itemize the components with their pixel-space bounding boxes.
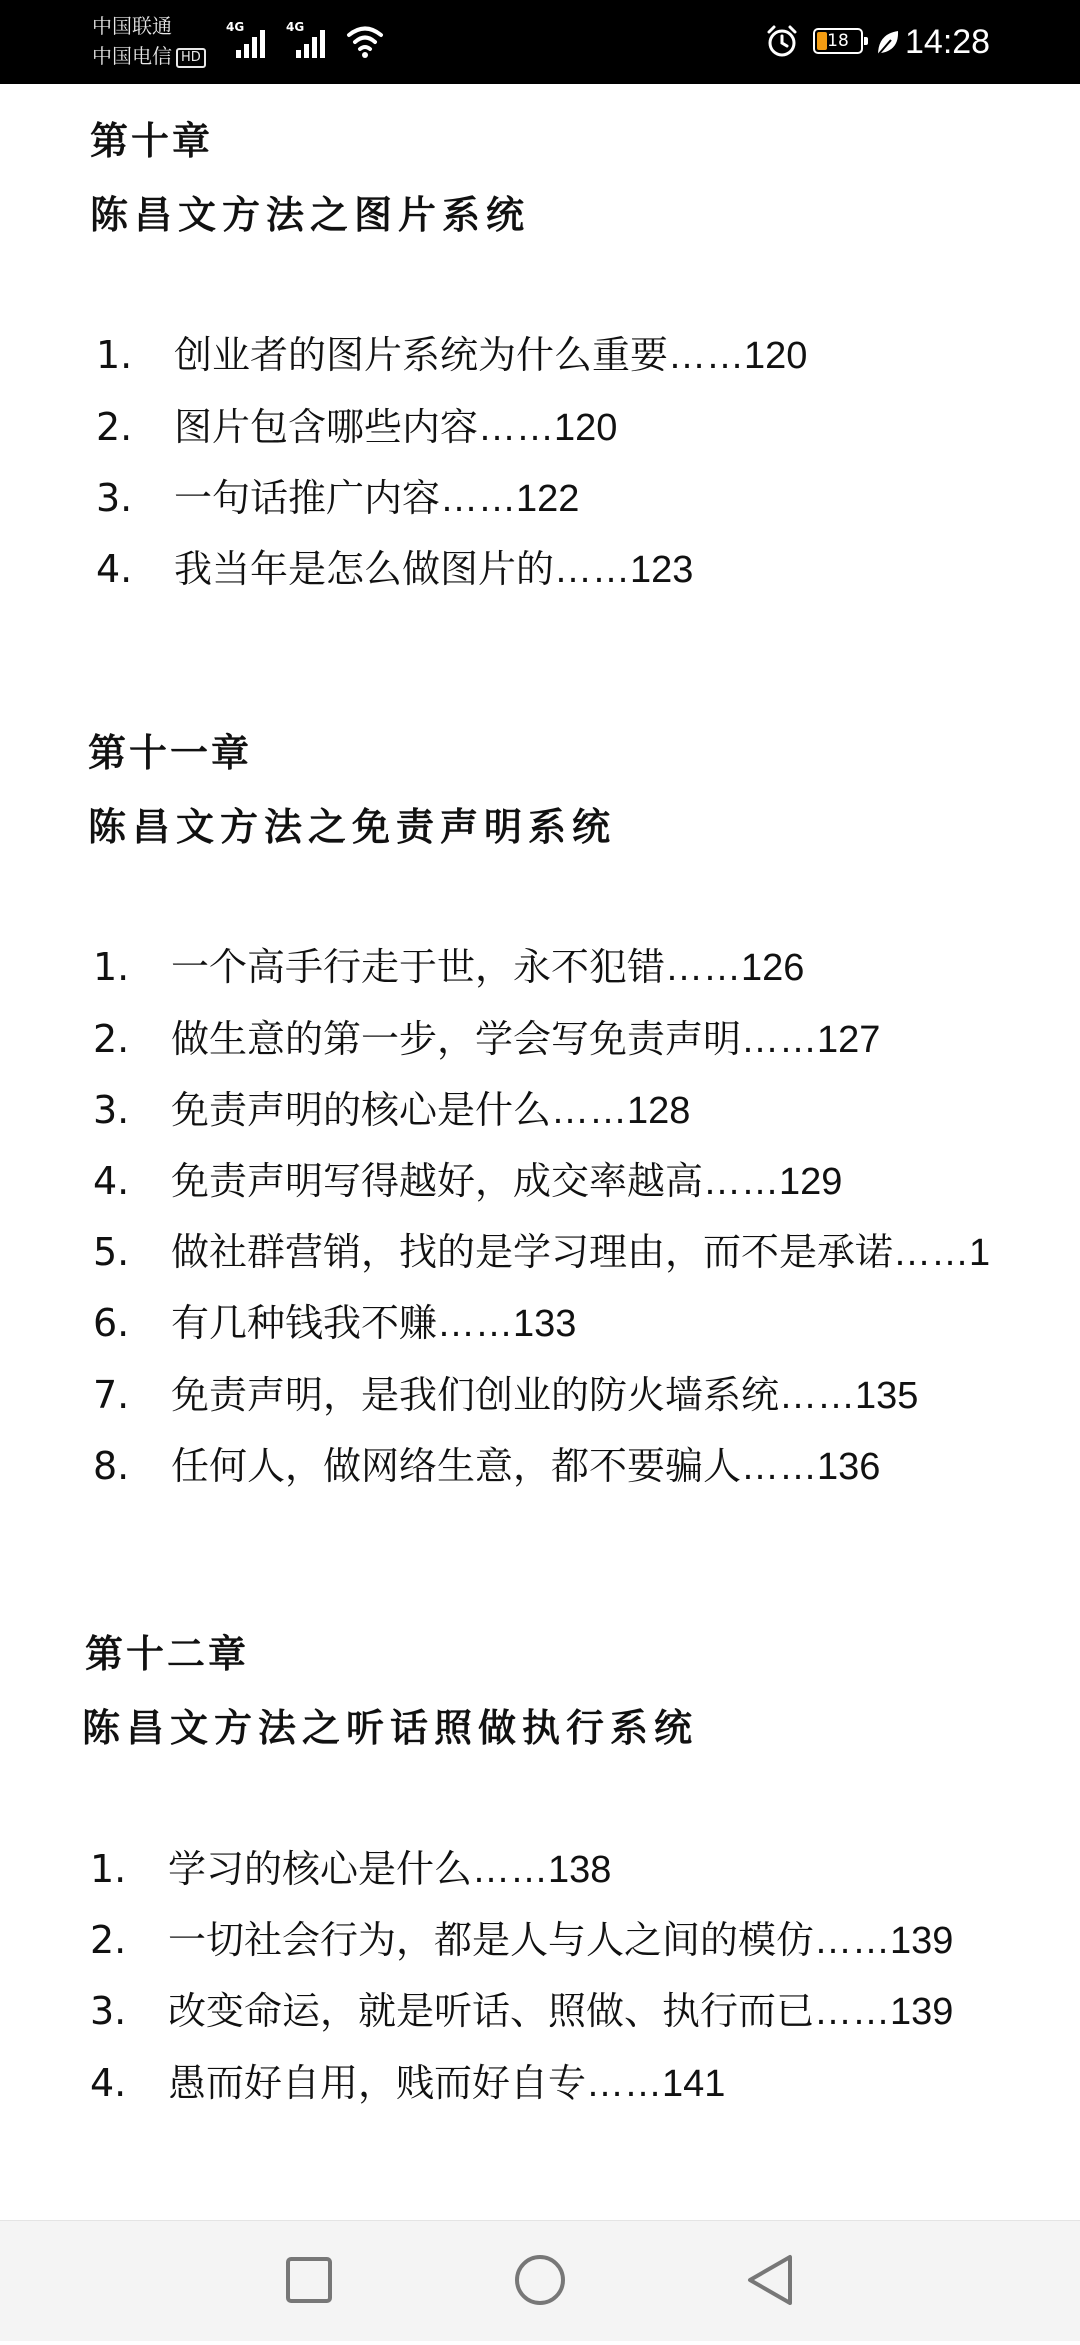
toc-item[interactable]: 3. 免责声明的核心是什么……128 (93, 1088, 691, 1132)
toc-item[interactable]: 2. 图片包含哪些内容……120 (96, 405, 618, 449)
status-time: 14:28 (905, 23, 991, 61)
battery-level: 18 (827, 31, 849, 51)
carrier-2 (92, 44, 206, 68)
network-type-2: 4G (286, 20, 305, 34)
chapter-subtitle: 陈昌文方法之听话照做执行系统 (82, 1705, 699, 1750)
toc-item[interactable]: 2. 做生意的第一步，学会写免责声明……127 (93, 1017, 881, 1061)
chapter-subtitle: 陈昌文方法之图片系统 (90, 192, 531, 237)
toc-item[interactable]: 2. 一切社会行为，都是人与人之间的模仿……139 (90, 1918, 954, 1962)
triangle-back-icon (710, 2221, 830, 2341)
wifi-icon (345, 20, 385, 60)
chapter-heading: 第十二章 (85, 1631, 250, 1676)
carrier-1: 中国联通 (92, 14, 172, 38)
chapter-heading: 第十一章 (88, 730, 253, 775)
circle-icon (480, 2221, 600, 2341)
navigation-bar (0, 2220, 1080, 2341)
chapter-heading: 第十章 (90, 118, 214, 163)
battery-icon (813, 28, 863, 54)
alarm-icon (764, 24, 800, 60)
toc-item[interactable]: 3. 一句话推广内容……122 (96, 476, 580, 520)
status-bar (0, 0, 1080, 84)
recents-button[interactable] (248, 2221, 368, 2341)
toc-item[interactable]: 7. 免责声明，是我们创业的防火墙系统……135 (93, 1373, 919, 1417)
toc-item[interactable]: 1. 学习的核心是什么……138 (90, 1847, 612, 1891)
toc-item[interactable]: 6. 有几种钱我不赚……133 (93, 1301, 577, 1345)
toc-item[interactable]: 8. 任何人，做网络生意，都不要骗人……136 (93, 1444, 881, 1488)
toc-item[interactable]: 4. 我当年是怎么做图片的……123 (96, 547, 694, 591)
toc-item[interactable]: 1. 创业者的图片系统为什么重要……120 (96, 333, 808, 377)
toc-item[interactable]: 4. 愚而好自用，贱而好自专……141 (90, 2061, 726, 2105)
square-icon (248, 2221, 368, 2341)
carrier-2-label: 中国电信 (92, 44, 172, 68)
hd-badge: HD (176, 48, 206, 68)
document-page[interactable] (0, 84, 1080, 2220)
home-button[interactable] (480, 2221, 600, 2341)
toc-item[interactable]: 1. 一个高手行走于世，永不犯错……126 (93, 945, 805, 989)
back-button[interactable] (710, 2221, 830, 2341)
chapter-subtitle: 陈昌文方法之免责声明系统 (88, 804, 617, 849)
power-saving-leaf-icon (875, 28, 901, 58)
network-type-1: 4G (226, 20, 245, 34)
toc-item[interactable]: 4. 免责声明写得越好，成交率越高……129 (93, 1159, 843, 1203)
toc-item[interactable]: 5. 做社群营销，找的是学习理由，而不是承诺……1 (93, 1230, 991, 1274)
toc-item[interactable]: 3. 改变命运，就是听话、照做、执行而已……139 (90, 1989, 954, 2033)
